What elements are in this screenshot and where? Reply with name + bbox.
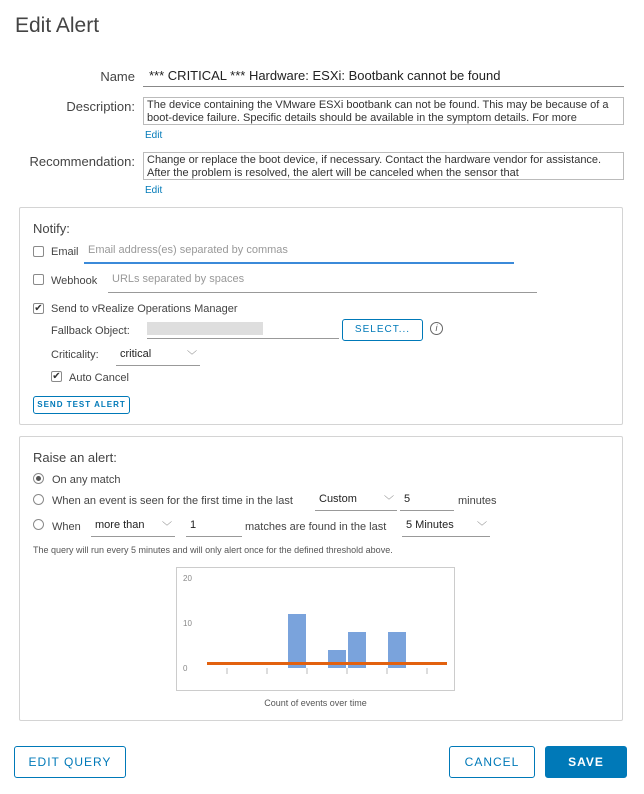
when-period-value: 5 Minutes bbox=[406, 519, 454, 531]
first-time-unit: minutes bbox=[458, 495, 497, 507]
info-icon[interactable]: i bbox=[430, 322, 443, 335]
description-edit-link[interactable]: Edit bbox=[145, 130, 163, 141]
email-label: Email bbox=[51, 246, 79, 258]
page-title: Edit Alert bbox=[15, 14, 100, 37]
recommendation-edit-link[interactable]: Edit bbox=[145, 185, 163, 196]
criticality-value: critical bbox=[120, 348, 152, 360]
email-input[interactable]: Email address(es) separated by commas bbox=[84, 242, 514, 264]
first-time-select[interactable] bbox=[315, 491, 397, 511]
chart-bar bbox=[288, 614, 306, 668]
send-test-alert-button[interactable]: SEND TEST ALERT bbox=[33, 396, 130, 414]
option-any-match-label: On any match bbox=[52, 474, 121, 486]
edit-query-button[interactable]: EDIT QUERY bbox=[14, 746, 126, 778]
webhook-input[interactable]: URLs separated by spaces bbox=[108, 271, 537, 293]
fallback-object-underline bbox=[147, 338, 339, 339]
chevron-down-icon: ﹀ bbox=[477, 522, 487, 533]
criticality-select[interactable] bbox=[116, 346, 200, 366]
when-count-input[interactable]: 1 bbox=[186, 517, 242, 537]
radio-when-matches[interactable] bbox=[33, 519, 44, 530]
webhook-checkbox[interactable] bbox=[33, 274, 44, 285]
when-comparison-value: more than bbox=[95, 519, 145, 531]
y-tick-label: 20 bbox=[183, 574, 192, 583]
email-checkbox[interactable] bbox=[33, 246, 44, 257]
y-tick-label: 10 bbox=[183, 619, 192, 628]
notify-panel bbox=[19, 207, 623, 425]
events-chart bbox=[176, 567, 455, 691]
chevron-down-icon: ﹀ bbox=[384, 496, 394, 507]
option-when-label: When bbox=[52, 521, 81, 533]
radio-first-time[interactable] bbox=[33, 494, 44, 505]
chevron-down-icon: ﹀ bbox=[187, 351, 197, 362]
vrops-checkbox[interactable]: ✔ bbox=[34, 303, 43, 314]
recommendation-textarea[interactable]: Change or replace the boot device, if necessary. Contact the hardware vendor for assistance. After the problem is resolved, the alert will be canceled when the sensor that bbox=[143, 152, 624, 180]
cancel-button[interactable]: CANCEL bbox=[449, 746, 535, 778]
auto-cancel-checkbox[interactable]: ✔ bbox=[52, 371, 61, 382]
y-tick-label: 0 bbox=[183, 664, 188, 673]
recommendation-label: Recommendation: bbox=[29, 154, 135, 169]
auto-cancel-label: Auto Cancel bbox=[69, 372, 129, 384]
when-comparison-select[interactable] bbox=[91, 517, 175, 537]
webhook-label: Webhook bbox=[51, 275, 98, 287]
radio-any-match[interactable] bbox=[33, 473, 44, 484]
description-label: Description: bbox=[66, 99, 135, 114]
first-time-select-value: Custom bbox=[319, 493, 357, 505]
select-button[interactable]: SELECT... bbox=[342, 319, 423, 341]
option-when-mid-label: matches are found in the last bbox=[245, 521, 387, 533]
chart-bar bbox=[328, 650, 346, 668]
events-chart-svg bbox=[177, 568, 454, 690]
chevron-down-icon: ﹀ bbox=[162, 522, 172, 533]
criticality-label: Criticality: bbox=[51, 349, 99, 361]
first-time-number-input[interactable]: 5 bbox=[400, 491, 454, 511]
save-button[interactable]: SAVE bbox=[545, 746, 627, 778]
name-label: Name bbox=[100, 69, 135, 84]
chart-xlabel: Count of events over time bbox=[264, 698, 367, 708]
when-period-select[interactable] bbox=[402, 517, 490, 537]
raise-alert-panel bbox=[19, 436, 623, 721]
option-first-time-label: When an event is seen for the first time in the last bbox=[52, 495, 293, 507]
notify-title: Notify: bbox=[33, 221, 70, 236]
query-note: The query will run every 5 minutes and will only alert once for the defined threshold above. bbox=[33, 545, 393, 555]
fallback-object-label: Fallback Object: bbox=[51, 325, 130, 337]
description-textarea[interactable]: The device containing the VMware ESXi bootbank can not be found. This may be because of a boot-device failure. Specific details should be available in the symptom details. For more bbox=[143, 97, 624, 125]
name-input[interactable]: *** CRITICAL *** Hardware: ESXi: Bootbank cannot be found bbox=[143, 64, 624, 87]
raise-alert-title: Raise an alert: bbox=[33, 450, 117, 465]
fallback-object-value bbox=[147, 322, 263, 335]
vrops-label: Send to vRealize Operations Manager bbox=[51, 303, 238, 315]
